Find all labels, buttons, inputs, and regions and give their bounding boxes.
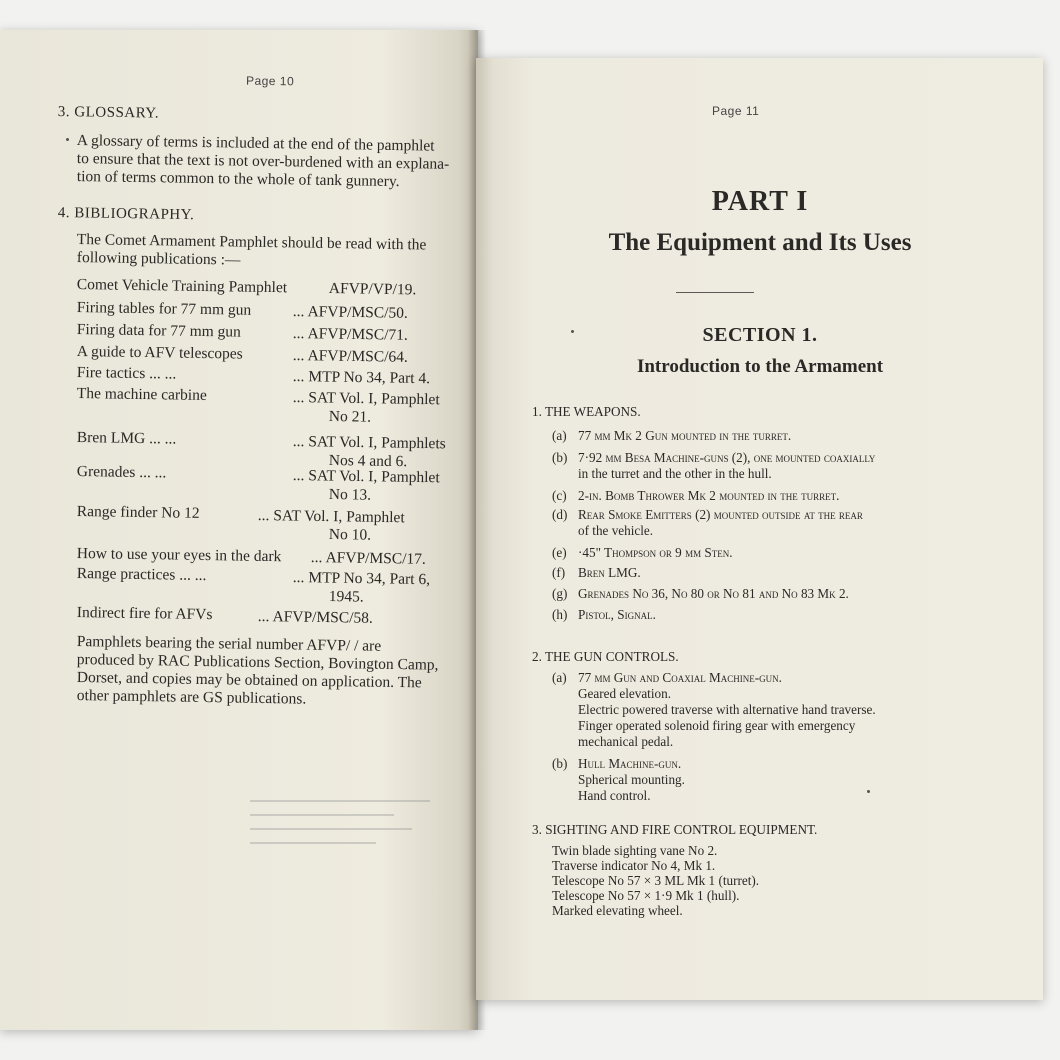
bibliography-title: Comet Vehicle Training Pamphlet: [76, 276, 288, 297]
control-text: Finger operated solenoid firing gear with emergency: [578, 718, 856, 733]
bibliography-ref: ... SAT Vol. I, Pamphlet: [292, 467, 440, 487]
print-speck: [571, 330, 574, 333]
bibliography-ref: ... AFVP/MSC/64.: [292, 347, 409, 366]
weapon-text: Bren LMG.: [578, 565, 641, 580]
bibliography-intro: The Comet Armament Pamphlet should be read with the: [76, 231, 427, 254]
bibliography-note: Dorset, and copies may be obtained on application. The: [76, 669, 422, 692]
weapon-label: (g): [552, 586, 568, 601]
gun-controls-heading: 2. THE GUN CONTROLS.: [532, 649, 679, 664]
bibliography-title: Firing data for 77 mm gun: [76, 321, 242, 341]
glossary-heading: 3. GLOSSARY.: [57, 103, 160, 122]
weapon-text: ·45" Thompson or 9 mm Sten.: [578, 545, 733, 560]
weapon-text: of the vehicle.: [578, 523, 654, 538]
weapon-label: (h): [552, 607, 568, 622]
weapon-text: 7·92 mm Besa Machine-guns (2), one mounted coaxially: [578, 450, 876, 465]
bibliography-heading: 4. BIBLIOGRAPHY.: [57, 204, 195, 224]
weapon-label: (d): [552, 507, 568, 522]
bibliography-title: Firing tables for 77 mm gun: [76, 299, 252, 319]
bibliography-ref: ... SAT Vol. I, Pamphlet: [292, 389, 440, 409]
bibliography-note: Pamphlets bearing the serial number AFVP/ / are: [76, 633, 382, 655]
page-number-right: Page 11: [712, 104, 760, 118]
sighting-heading: 3. SIGHTING AND FIRE CONTROL EQUIPMENT.: [532, 822, 818, 837]
bibliography-note: other pamphlets are GS publications.: [76, 687, 307, 708]
control-text: Spherical mounting.: [578, 772, 685, 787]
bibliography-ref-cont: No 10.: [328, 526, 372, 544]
weapon-text: Grenades No 36, No 80 or No 81 and No 83 Mk 2.: [578, 586, 849, 601]
bibliography-note: produced by RAC Publications Section, Bovington Camp,: [76, 651, 439, 674]
bibliography-ref: ... MTP No 34, Part 4.: [292, 368, 431, 388]
glossary-line: A glossary of terms is included at the end of the pamphlet: [76, 132, 435, 155]
control-text: Electric powered traverse with alternative hand traverse.: [578, 702, 876, 717]
bibliography-title: A guide to AFV telescopes: [76, 343, 243, 363]
bibliography-title: Indirect fire for AFVs: [76, 604, 213, 624]
page-number-left: Page 10: [245, 73, 295, 89]
weapon-label: (b): [552, 450, 568, 465]
weapon-label: (f): [552, 565, 566, 580]
weapon-label: (e): [552, 545, 567, 560]
bibliography-ref: ... AFVP/MSC/58.: [257, 608, 374, 627]
weapon-text: 77 mm Mk 2 Gun mounted in the turret.: [578, 428, 792, 443]
part-subtitle: The Equipment and Its Uses: [608, 229, 912, 256]
bibliography-ref-cont: Nos 4 and 6.: [328, 452, 408, 471]
section-title: SECTION 1.: [702, 324, 818, 346]
bibliography-title: Grenades ... ...: [76, 463, 167, 482]
section-subtitle: Introduction to the Armament: [636, 356, 884, 377]
glossary-line: tion of terms common to the whole of tank gunnery.: [76, 168, 400, 191]
weapons-heading: 1. THE WEAPONS.: [532, 404, 641, 419]
bibliography-ref-cont: No 13.: [328, 486, 372, 504]
print-speck: [66, 138, 69, 141]
control-label: (a): [552, 670, 567, 685]
bibliography-title: Range finder No 12: [76, 503, 200, 522]
sighting-line: Marked elevating wheel.: [552, 903, 683, 918]
control-text: Geared elevation.: [578, 686, 671, 701]
sighting-line: Traverse indicator No 4, Mk 1.: [552, 858, 716, 873]
bibliography-title: Fire tactics ... ...: [76, 364, 177, 383]
bibliography-ref: ... AFVP/MSC/71.: [292, 325, 409, 344]
print-speck: [867, 790, 870, 793]
control-text: Hull Machine-gun.: [578, 756, 682, 771]
weapon-text: Pistol, Signal.: [578, 607, 656, 622]
control-text: mechanical pedal.: [578, 734, 674, 749]
sighting-line: Telescope No 57 × 3 ML Mk 1 (turret).: [552, 873, 760, 888]
bibliography-intro: following publications :—: [76, 249, 241, 269]
bibliography-ref: ... MTP No 34, Part 6,: [292, 569, 431, 589]
weapon-text: in the turret and the other in the hull.: [578, 466, 772, 481]
bibliography-ref: ... SAT Vol. I, Pamphlets: [292, 433, 446, 453]
bibliography-ref: ... SAT Vol. I, Pamphlet: [257, 507, 405, 527]
bibliography-title: How to use your eyes in the dark: [76, 545, 282, 566]
bibliography-title: The machine carbine: [76, 385, 207, 405]
sighting-line: Telescope No 57 × 1·9 Mk 1 (hull).: [552, 888, 740, 903]
weapon-text: Rear Smoke Emitters (2) mounted outside at the rear: [578, 507, 863, 522]
bibliography-ref: AFVP/VP/19.: [328, 280, 417, 299]
weapon-label: (a): [552, 428, 567, 443]
part-title: PART I: [711, 186, 809, 217]
control-text: 77 mm Gun and Coaxial Machine-gun.: [578, 670, 782, 685]
bibliography-ref: ... AFVP/MSC/17.: [310, 549, 427, 568]
control-text: Hand control.: [578, 788, 651, 803]
show-through-texture: [250, 790, 430, 940]
sighting-line: Twin blade sighting vane No 2.: [552, 843, 718, 858]
bibliography-title: Bren LMG ... ...: [76, 429, 177, 448]
bibliography-ref-cont: 1945.: [328, 588, 364, 606]
glossary-line: to ensure that the text is not over-burdened with an explana-: [76, 150, 450, 173]
weapon-text: 2-in. Bomb Thrower Mk 2 mounted in the turret.: [578, 488, 840, 503]
weapon-label: (c): [552, 488, 567, 503]
bibliography-ref-cont: No 21.: [328, 408, 372, 426]
bibliography-ref: ... AFVP/MSC/50.: [292, 303, 409, 322]
control-label: (b): [552, 756, 568, 771]
title-divider: [676, 292, 754, 293]
bibliography-title: Range practices ... ...: [76, 565, 207, 585]
